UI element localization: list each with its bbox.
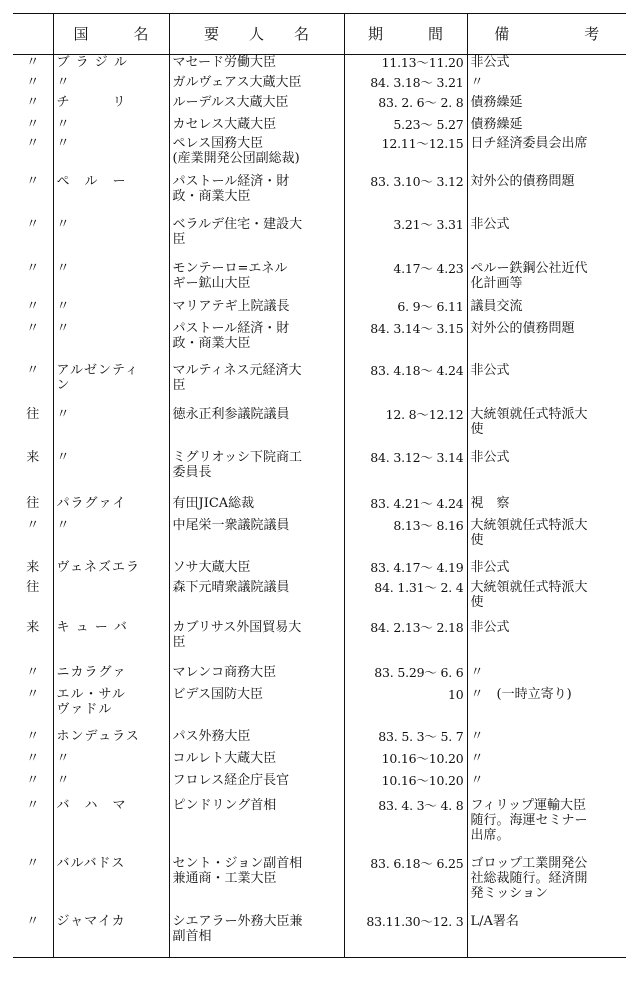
country-cell: ブ ラ ジ ル [53,55,169,76]
visit-direction-mark: 〃 [26,773,40,788]
table-row [13,217,626,261]
dignitary-cell: シエアラー外務大臣兼 副首相 [169,914,344,958]
table-row [13,665,626,687]
remarks-cell: 視 察 [467,496,626,518]
period-cell: 83. 5. 3～ 5. 7 [344,729,467,751]
table-row [13,95,626,117]
visit-direction-mark: 〃 [13,914,53,958]
remarks-cell: 日チ経済委員会出席 [467,136,626,174]
dignitary-cell: マレンコ商務大臣 [169,665,344,687]
country-cell: 〃 [53,75,169,95]
remarks-cell: ゴロップ工業開発公 社総裁随行。経済開 発ミッション [467,856,626,914]
table-row [13,620,626,665]
period-cell: 10 [344,687,467,729]
country-cell: ジャマイカ [53,914,169,958]
header-person [169,14,344,55]
table-row [13,798,626,856]
dignitary-cell: ソサ大蔵大臣 [169,560,344,580]
remarks-cell: L/A署名 [467,914,626,958]
dignitary-cell: カセレス大蔵大臣 [169,117,344,136]
dignitary-cell: 中尾栄一衆議院議員 [169,518,344,560]
country-cell: ホンデュラス [53,729,169,751]
remarks-cell: 〃 [467,665,626,687]
country-cell: ペ ル ー [53,174,169,217]
visit-direction-mark: 往 [26,496,40,511]
visit-direction-mark: 〃 [26,217,40,232]
table-row [13,560,626,580]
remarks-cell: 大統領就任式特派大 使 [467,518,626,560]
period-cell: 3.21～ 3.31 [344,217,467,261]
visit-direction-mark: 〃 [26,174,40,189]
dignitary-cell: ペレス国務大臣 (産業開発公団副総裁) [169,136,344,174]
table-row [13,450,626,496]
dignitary-cell: ミグリオッシ下院商工 委員長 [169,450,344,496]
remarks-cell: 非公式 [467,450,626,496]
period-cell: 83. 4.21～ 4.24 [344,496,467,518]
table-row [13,518,626,560]
remarks-cell: 〃 [467,751,626,773]
country-cell: 〃 [53,299,169,321]
visit-direction-mark: 〃 [26,299,40,314]
dignitary-visits-table [13,13,626,958]
table-row [13,496,626,518]
period-cell: 84. 3.14～ 3.15 [344,321,467,363]
remarks-cell: 大統領就任式特派大 使 [467,580,626,620]
period-cell: 83.11.30～12. 3 [344,914,467,958]
header-row [13,14,626,55]
remarks-cell: 非公式 [467,363,626,407]
visit-direction-mark: 〃 [26,95,40,110]
remarks-cell: 債務繰延 [467,117,626,136]
dignitary-cell: 森下元晴衆議院議員 [169,580,344,620]
dignitary-cell: ルーデルス大蔵大臣 [169,95,344,117]
visit-direction-mark: 〃 [26,75,40,90]
remarks-cell: 大統領就任式特派大 使 [467,407,626,450]
dignitary-cell: 徳永正利参議院議員 [169,407,344,450]
country-cell: 〃 [53,217,169,261]
country-cell: パラグァイ [53,496,169,518]
dignitary-cell: カブリサス外国貿易大 臣 [169,620,344,665]
visit-direction-mark: 〃 [26,856,40,871]
period-cell: 83. 3.10～ 3.12 [344,174,467,217]
country-cell: アルゼンティ ン [53,363,169,407]
header-remarks [467,14,626,55]
visit-direction-mark: 〃 [26,55,40,70]
period-cell: 84. 3.18～ 3.21 [344,75,467,95]
dignitary-cell: モンテーロ=エネル ギー鉱山大臣 [169,261,344,299]
table-row [13,321,626,363]
table-row [13,363,626,407]
table-row [13,856,626,914]
country-cell: バ ハ マ [53,798,169,856]
period-cell: 12.11～12.15 [344,136,467,174]
period-cell: 83. 5.29～ 6. 6 [344,665,467,687]
country-cell: 〃 [53,751,169,773]
dignitary-cell: 有田JICA総裁 [169,496,344,518]
visit-direction-mark: 〃 [26,117,40,132]
header-person-label: 要 人 名 [203,24,309,43]
table-row [13,75,626,95]
table-row [13,773,626,798]
visit-direction-mark: 〃 [26,261,40,276]
table-row [13,299,626,321]
remarks-cell: 議員交流 [467,299,626,321]
country-cell: バルバドス [53,856,169,914]
dignitary-cell: ビデス国防大臣 [169,687,344,729]
country-cell: 〃 [53,261,169,299]
visit-direction-mark: 来 [26,450,40,465]
country-cell: エル・サル ヴァドル [53,687,169,729]
remarks-cell: 債務繰延 [467,95,626,117]
remarks-cell: 〃 (一時立寄り) [467,687,626,729]
table-row [13,261,626,299]
period-cell: 84. 3.12～ 3.14 [344,450,467,496]
dignitary-cell: パス外務大臣 [169,729,344,751]
period-cell: 11.13～11.20 [344,55,467,76]
table-row [13,117,626,136]
remarks-cell: 対外公的債務問題 [467,174,626,217]
dignitary-cell: マルティネス元経済大 臣 [169,363,344,407]
visit-direction-mark: 〃 [26,136,40,151]
header-period [344,14,467,55]
header-remarks-label: 備 考 [494,24,600,43]
visit-direction-mark: 〃 [26,729,40,744]
remarks-cell: 対外公的債務問題 [467,321,626,363]
period-cell: 83. 4.18～ 4.24 [344,363,467,407]
country-cell: 〃 [53,773,169,798]
dignitary-cell: ガルヴェアス大蔵大臣 [169,75,344,95]
period-cell: 83. 4. 3～ 4. 8 [344,798,467,856]
header-period-label: 期 間 [367,24,443,43]
period-cell: 83. 6.18～ 6.25 [344,856,467,914]
period-cell: 4.17～ 4.23 [344,261,467,299]
table-row [13,580,626,620]
country-cell [53,580,169,620]
period-cell: 83. 2. 6～ 2. 8 [344,95,467,117]
dignitary-cell: マセード労働大臣 [169,55,344,76]
remarks-cell: 〃 [467,773,626,798]
remarks-cell: 非公式 [467,620,626,665]
remarks-cell: フィリップ運輸大臣 随行。海運セミナー 出席。 [467,798,626,856]
visit-direction-mark: 来 [26,560,40,575]
table-row [13,136,626,174]
country-cell: チ リ [53,95,169,117]
table-row [13,174,626,217]
period-cell: 10.16～10.20 [344,773,467,798]
visit-direction-mark: 〃 [26,687,40,702]
header-mark [13,14,53,55]
table-row [13,914,626,958]
remarks-cell: 非公式 [467,560,626,580]
country-cell: 〃 [53,136,169,174]
dignitary-cell: パストール経済・財 政・商業大臣 [169,321,344,363]
country-cell: キ ュ ー バ [53,620,169,665]
period-cell: 84. 1.31～ 2. 4 [344,580,467,620]
visit-direction-mark: 〃 [26,751,40,766]
period-cell: 5.23～ 5.27 [344,117,467,136]
country-cell: 〃 [53,117,169,136]
table-row [13,729,626,751]
country-cell: 〃 [53,321,169,363]
country-cell: ニカラグァ [53,665,169,687]
remarks-cell: 〃 [467,729,626,751]
visit-direction-mark: 〃 [26,798,40,813]
visit-direction-mark: 〃 [26,321,40,336]
period-cell: 83. 4.17～ 4.19 [344,560,467,580]
dignitary-cell: ピンドリング首相 [169,798,344,856]
table-row [13,55,626,76]
visit-direction-mark: 往 [26,407,40,422]
remarks-cell: 非公式 [467,55,626,76]
country-cell: 〃 [53,450,169,496]
dignitary-cell: マリアテギ上院議長 [169,299,344,321]
visit-direction-mark: 来 [26,620,40,635]
dignitary-cell: パストール経済・財 政・商業大臣 [169,174,344,217]
period-cell: 12. 8～12.12 [344,407,467,450]
visit-direction-mark: 〃 [26,363,40,378]
country-cell: 〃 [53,407,169,450]
remarks-cell: 非公式 [467,217,626,261]
country-cell: ヴェネズエラ [53,560,169,580]
dignitary-cell: コルレト大蔵大臣 [169,751,344,773]
visit-direction-mark: 〃 [26,665,40,680]
table-row [13,687,626,729]
visit-direction-mark: 〃 [26,518,40,533]
country-cell: 〃 [53,518,169,560]
dignitary-cell: セント・ジョン副首相 兼通商・工業大臣 [169,856,344,914]
header-country [53,14,169,55]
period-cell: 8.13～ 8.16 [344,518,467,560]
table-row [13,407,626,450]
header-country-label: 国 名 [73,24,149,43]
period-cell: 6. 9～ 6.11 [344,299,467,321]
remarks-cell: ペルー鉄鋼公社近代 化計画等 [467,261,626,299]
table-body [13,55,626,958]
dignitary-cell: ベラルデ住宅・建設大 臣 [169,217,344,261]
table-row [13,751,626,773]
visit-direction-mark: 往 [26,580,40,595]
dignitary-cell: フロレス経企庁長官 [169,773,344,798]
period-cell: 10.16～10.20 [344,751,467,773]
period-cell: 84. 2.13～ 2.18 [344,620,467,665]
remarks-cell: 〃 [467,75,626,95]
